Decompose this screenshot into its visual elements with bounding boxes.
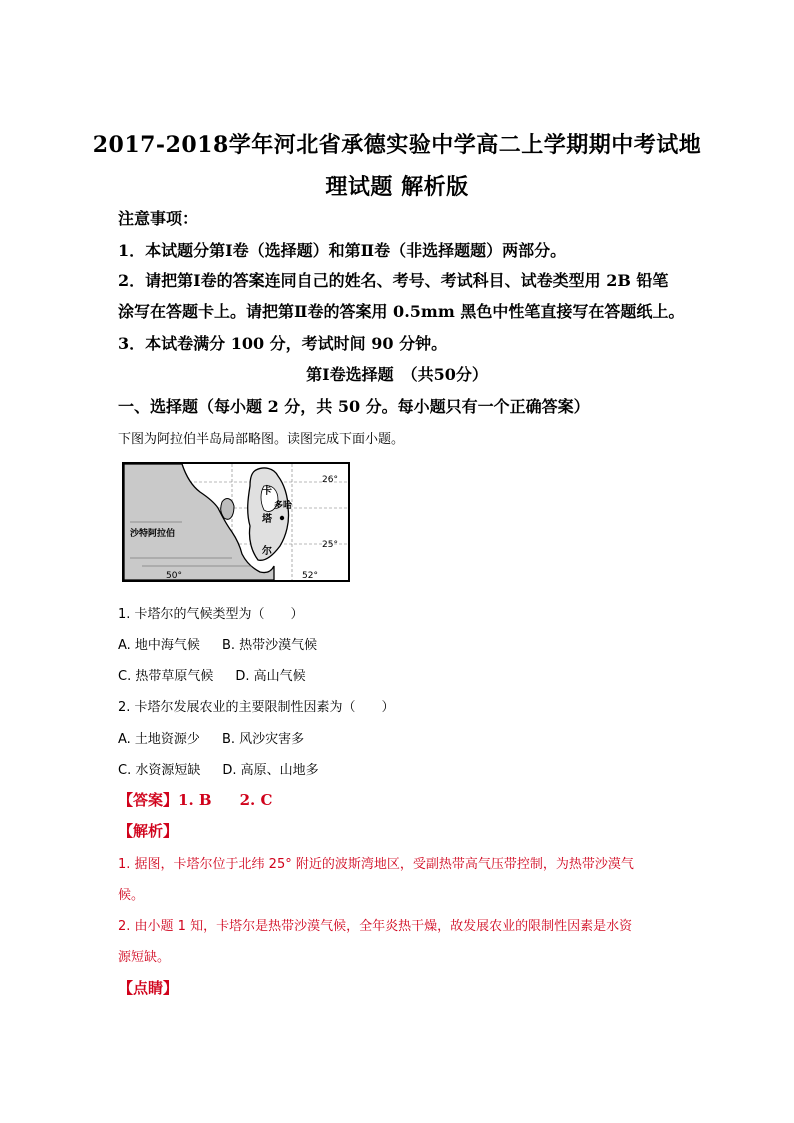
analysis-line-4: 源短缺。 <box>118 950 171 965</box>
notice-item-2-cont: 涂写在答题卡上。请把第Ⅱ卷的答案用 0.5mm 黑色中性笔直接写在答题纸上。 <box>118 302 685 321</box>
notice-heading: 注意事项： <box>118 209 199 228</box>
q2-option-a: A. 土地资源少 <box>118 732 200 747</box>
notice-item-1: 1．本试题分第Ⅰ卷（选择题）和第Ⅱ卷（非选择题题）两部分。 <box>118 241 567 260</box>
analysis-line-3: 2. 由小题 1 知，卡塔尔是热带沙漠气候，全年炎热干燥，故发展农业的限制性因素是水资 <box>118 919 633 934</box>
answer-line <box>118 789 272 810</box>
section-intro: 下图为阿拉伯半岛局部略图。读图完成下面小题。 <box>118 432 405 447</box>
answer-1: 1. B <box>178 791 212 809</box>
section-title: 第Ⅰ卷选择题 （共50分） <box>306 365 488 384</box>
q1-option-b: B. 热带沙漠气候 <box>221 638 318 653</box>
notice-item-2: 2．请把第Ⅰ卷的答案连同自己的姓名、考号、考试科目、试卷类型用 2B 铅笔 <box>118 271 669 290</box>
lon-50-label: 50° <box>166 571 182 581</box>
doha-label: 多哈 <box>274 501 293 511</box>
question-2-stem: 2. 卡塔尔发展农业的主要限制性因素为（ ） <box>118 700 395 715</box>
analysis-line-2: 候。 <box>118 888 145 903</box>
qatar-char-1: 卡 <box>262 486 272 497</box>
section-heading: 一、选择题（每小题 2 分，共 50 分。每小题只有一个正确答案） <box>118 397 590 416</box>
q1-option-a: A. 地中海气候 <box>118 638 200 653</box>
saudi-label: 沙特阿拉伯 <box>130 529 176 539</box>
analysis-line-1: 1. 据图，卡塔尔位于北纬 25° 附近的波斯湾地区，受副热带高气压带控制，为热带沙漠气 <box>118 857 634 872</box>
notice-item-3: 3．本试卷满分 100 分，考试时间 90 分钟。 <box>118 334 448 353</box>
q1-option-c: C. 热带草原气候 <box>118 669 214 684</box>
question-1-options-row1 <box>118 634 317 653</box>
page-title-line2: 理试题 解析版 <box>325 174 469 200</box>
q2-option-c: C. 水资源短缺 <box>118 763 201 778</box>
q2-option-b: B. 风沙灾害多 <box>221 732 305 747</box>
answer-2: 2. C <box>239 791 273 809</box>
bahrain-island <box>221 499 234 520</box>
comment-label: 【点睛】 <box>118 979 179 997</box>
qatar-char-3: 塔 <box>262 514 272 525</box>
lon-52-label: 52° <box>302 571 318 581</box>
question-1-options-row2 <box>118 665 306 684</box>
qatar-char-4: 尔 <box>262 546 272 557</box>
answer-label: 【答案】 <box>118 791 179 809</box>
question-1-stem: 1. 卡塔尔的气候类型为（ ） <box>118 607 304 622</box>
arabian-peninsula-map <box>122 462 350 582</box>
q1-option-d: D. 高山气候 <box>235 669 306 684</box>
question-2-options-row2 <box>118 759 319 778</box>
question-2-options-row1 <box>118 728 304 747</box>
doha-marker <box>280 516 284 520</box>
lat-25-label: 25° <box>322 540 338 550</box>
analysis-label: 【解析】 <box>118 822 179 840</box>
page-title-line1: 2017-2018学年河北省承德实验中学高二上学期期中考试地 <box>92 132 702 158</box>
q2-option-d: D. 高原、山地多 <box>222 763 319 778</box>
lat-26-label: 26° <box>322 475 338 485</box>
